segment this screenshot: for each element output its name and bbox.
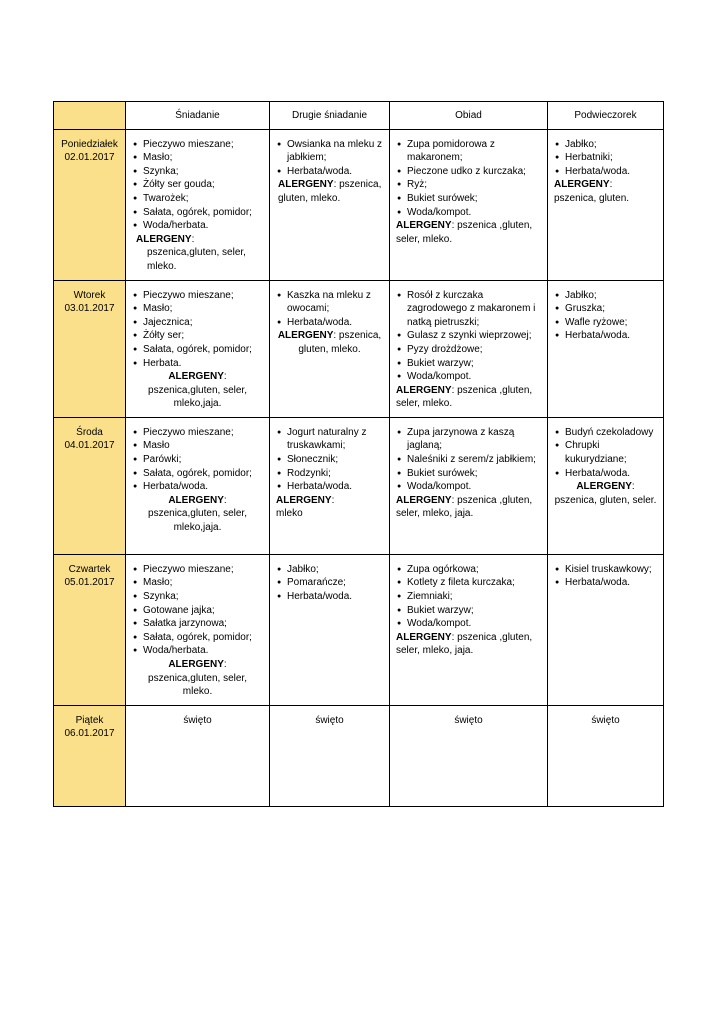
menu-list xyxy=(132,426,263,494)
list-item: ● Gulasz z szynki wieprzowej; xyxy=(396,329,541,343)
allergens: ALERGENY: xyxy=(276,494,335,506)
menu-list xyxy=(276,138,383,179)
allergens-label: ALERGENY xyxy=(136,233,192,245)
day-cell xyxy=(54,129,126,280)
allergens-label: ALERGENY xyxy=(168,371,224,383)
podwieczorek-cell xyxy=(548,417,664,554)
drugie-sniadanie-cell xyxy=(270,417,390,554)
podwieczorek-cell xyxy=(548,554,664,705)
menu-list xyxy=(396,289,541,384)
list-item: ● Ryż; xyxy=(396,178,541,192)
menu-list xyxy=(396,426,541,494)
list-item: ● Kisiel truskawkowy; xyxy=(554,563,657,577)
podwieczorek-cell xyxy=(548,280,664,417)
header-podwieczorek: Podwieczorek xyxy=(548,102,664,130)
table-row xyxy=(54,280,664,417)
sniadanie-cell xyxy=(126,280,270,417)
list-item: ● Herbata/woda. xyxy=(276,480,383,494)
allergens: ALERGENY: xyxy=(136,233,195,245)
menu-list xyxy=(554,289,657,343)
allergens xyxy=(276,329,383,356)
obiad-cell xyxy=(390,417,548,554)
day-cell xyxy=(54,554,126,705)
list-item: ● Pieczywo mieszane; xyxy=(132,289,263,303)
list-item: ● Masło xyxy=(132,439,263,453)
drugie-sniadanie-cell xyxy=(270,129,390,280)
menu-list xyxy=(554,138,657,179)
list-item: ● Rodzynki; xyxy=(276,467,383,481)
menu-list xyxy=(554,426,657,480)
list-item: ● Herbata/woda. xyxy=(276,590,383,604)
list-item: ● Zupa ogórkowa; xyxy=(396,563,541,577)
weekly-menu-table xyxy=(53,101,664,807)
list-item: ● Bukiet surówek; xyxy=(396,192,541,206)
list-item: ● Pieczywo mieszane; xyxy=(132,563,263,577)
day-cell xyxy=(54,280,126,417)
menu-list xyxy=(396,138,541,220)
allergens-label: ALERGENY xyxy=(554,179,610,191)
allergens-label: ALERGENY xyxy=(277,330,334,342)
list-item: ● Naleśniki z serem/z jabłkiem; xyxy=(396,453,541,467)
menu-list xyxy=(276,563,383,604)
allergens-text: : pszenica,gluten, seler, mleko,jaja. xyxy=(148,371,247,410)
menu-list xyxy=(132,563,263,658)
allergens-text: mleko xyxy=(276,508,303,520)
table-row xyxy=(54,129,664,280)
list-item: ● Jabłko; xyxy=(554,138,657,152)
list-item: ● Parówki; xyxy=(132,453,263,467)
obiad-cell xyxy=(390,129,548,280)
menu-list xyxy=(276,426,383,494)
list-item: ● Woda/herbata. xyxy=(132,644,263,658)
allergens-label: ALERGENY xyxy=(278,179,334,191)
day-cell xyxy=(54,417,126,554)
list-item: ● Masło; xyxy=(132,302,263,316)
sniadanie-cell xyxy=(126,417,270,554)
list-item: ● Ziemniaki; xyxy=(396,590,541,604)
list-item: ● Woda/kompot. xyxy=(396,370,541,384)
list-item: ● Bukiet warzyw; xyxy=(396,357,541,371)
allergens-text: : pszenica, gluten. xyxy=(554,179,630,204)
allergens xyxy=(396,631,541,658)
day-date: 02.01.2017 xyxy=(64,152,115,164)
day-date: 04.01.2017 xyxy=(64,440,115,452)
list-item: ● Żółty ser gouda; xyxy=(132,178,263,192)
list-item: ● Wafle ryżowe; xyxy=(554,316,657,330)
day-date: 03.01.2017 xyxy=(64,303,115,315)
list-item: ● Gotowane jajka; xyxy=(132,604,263,618)
header-obiad: Obiad xyxy=(390,102,548,130)
allergens-text: : pszenica,gluten, seler, mleko,jaja. xyxy=(148,494,247,534)
menu-list xyxy=(132,289,263,371)
allergens-text: pszenica,gluten, seler, mleko. xyxy=(147,247,246,272)
allergens-label: ALERGENY xyxy=(396,384,452,396)
list-item: ● Sałata, ogórek, pomidor; xyxy=(132,631,263,645)
list-item: ● Pieczone udko z kurczaka; xyxy=(396,165,541,179)
allergens xyxy=(132,658,263,699)
podwieczorek-cell xyxy=(548,129,664,280)
allergens xyxy=(554,480,657,507)
list-item: ● Bukiet surówek; xyxy=(396,467,541,481)
day-cell xyxy=(54,705,126,806)
allergens-text: : pszenica ,gluten, seler, mleko. xyxy=(396,220,533,245)
list-item: ● Pyzy drożdżowe; xyxy=(396,343,541,357)
allergens-text: : pszenica,gluten, seler, mleko. xyxy=(148,659,247,698)
day-name: Środa xyxy=(76,426,103,438)
list-item: ● Owsianka na mleku z jabłkiem; xyxy=(276,138,383,165)
obiad-cell xyxy=(390,280,548,417)
list-item: ● Pieczywo mieszane; xyxy=(132,426,263,440)
menu-list xyxy=(396,563,541,631)
menu-list xyxy=(276,289,383,330)
allergens-text: : pszenica ,gluten, seler, mleko, jaja. xyxy=(396,631,533,657)
day-date: 05.01.2017 xyxy=(64,577,115,589)
list-item: ● Jajecznica; xyxy=(132,316,263,330)
header-drugie-sniadanie: Drugie śniadanie xyxy=(270,102,390,130)
list-item: ● Masło; xyxy=(132,576,263,590)
list-item: ● Woda/kompot. xyxy=(396,480,541,494)
table-row xyxy=(54,554,664,705)
menu-list xyxy=(554,563,657,590)
allergens-label: ALERGENY xyxy=(396,494,452,506)
list-item: ● Herbata. xyxy=(132,357,263,371)
list-item: ● Kaszka na mleku z owocami; xyxy=(276,289,383,316)
list-item: ● Woda/kompot. xyxy=(396,206,541,220)
list-item: ● Zupa jarzynowa z kaszą jaglaną; xyxy=(396,426,541,453)
sniadanie-cell xyxy=(126,129,270,280)
day-name: Poniedziałek xyxy=(61,138,118,150)
list-item: ● Jogurt naturalny z truskawkami; xyxy=(276,426,383,453)
list-item: ● Twarożek; xyxy=(132,192,263,206)
list-item: ● Gruszka; xyxy=(554,302,657,316)
holiday-cell: święto xyxy=(390,705,548,806)
list-item: ● Herbata/woda. xyxy=(554,576,657,590)
list-item: ● Woda/kompot. xyxy=(396,617,541,631)
list-item: ● Szynka; xyxy=(132,165,263,179)
allergens xyxy=(132,370,263,411)
list-item: ● Herbata/woda. xyxy=(554,165,657,179)
holiday-cell: święto xyxy=(270,705,390,806)
day-date: 06.01.2017 xyxy=(64,728,115,740)
allergens-label: ALERGENY xyxy=(276,494,332,506)
list-item: ● Żółty ser; xyxy=(132,329,263,343)
table-row xyxy=(54,705,664,806)
list-item: ● Szynka; xyxy=(132,590,263,604)
list-item: ● Jabłko; xyxy=(276,563,383,577)
allergens-label: ALERGENY xyxy=(168,659,224,671)
allergens xyxy=(396,219,541,246)
allergens xyxy=(132,494,263,535)
drugie-sniadanie-cell xyxy=(270,280,390,417)
allergens-text: : pszenica ,gluten, seler, mleko, jaja. xyxy=(396,494,533,520)
list-item: ● Pomarańcze; xyxy=(276,576,383,590)
drugie-sniadanie-cell xyxy=(270,554,390,705)
list-item: ● Bukiet warzyw; xyxy=(396,604,541,618)
day-name: Piątek xyxy=(75,714,104,726)
allergens-label: ALERGENY xyxy=(168,494,224,506)
obiad-cell xyxy=(390,554,548,705)
list-item: ● Sałata, ogórek, pomidor; xyxy=(132,343,263,357)
list-item: ● Budyń czekoladowy xyxy=(554,426,657,440)
list-item: ● Sałata, ogórek, pomidor; xyxy=(132,206,263,220)
list-item: ● Jabłko; xyxy=(554,289,657,303)
allergens xyxy=(278,178,383,205)
allergens xyxy=(396,494,541,521)
header-sniadanie: Śniadanie xyxy=(126,102,270,130)
list-item: ● Pieczywo mieszane; xyxy=(132,138,263,152)
allergens-text: : pszenica, gluten, seler. xyxy=(554,481,657,506)
table-row xyxy=(54,417,664,554)
list-item: ● Chrupki kukurydziane; xyxy=(554,439,657,466)
allergens-text: : pszenica, gluten, mleko. xyxy=(298,330,382,355)
list-item: ● Herbata/woda. xyxy=(554,467,657,481)
sniadanie-cell xyxy=(126,554,270,705)
day-name: Wtorek xyxy=(73,289,106,301)
list-item: ● Herbata/woda. xyxy=(132,480,263,494)
header-row xyxy=(54,102,664,130)
holiday-cell: święto xyxy=(548,705,664,806)
list-item: ● Kotlety z fileta kurczaka; xyxy=(396,576,541,590)
list-item: ● Masło; xyxy=(132,151,263,165)
list-item: ● Herbata/woda. xyxy=(276,165,383,179)
list-item: ● Zupa pomidorowa z makaronem; xyxy=(396,138,541,165)
allergens-label: ALERGENY xyxy=(576,481,632,493)
list-item: ● Woda/herbata. xyxy=(132,219,263,233)
allergens xyxy=(396,384,541,411)
allergens-text: : pszenica ,gluten, seler, mleko. xyxy=(396,384,533,410)
allergens-label: ALERGENY xyxy=(396,631,452,643)
list-item: ● Sałatka jarzynowa; xyxy=(132,617,263,631)
holiday-cell: święto xyxy=(126,705,270,806)
day-name: Czwartek xyxy=(68,563,111,575)
list-item: ● Rosół z kurczaka zagrodowego z makaronem i natką pietruszki; xyxy=(396,289,541,330)
allergens-text: : pszenica, gluten, mleko. xyxy=(278,179,382,204)
list-item: ● Herbata/woda. xyxy=(276,316,383,330)
header-corner xyxy=(54,102,126,130)
allergens xyxy=(554,178,657,205)
allergens-label: ALERGENY xyxy=(396,220,452,232)
list-item: ● Herbatniki; xyxy=(554,151,657,165)
list-item: ● Sałata, ogórek, pomidor; xyxy=(132,467,263,481)
list-item: ● Słonecznik; xyxy=(276,453,383,467)
menu-list xyxy=(132,138,263,233)
list-item: ● Herbata/woda. xyxy=(554,329,657,343)
